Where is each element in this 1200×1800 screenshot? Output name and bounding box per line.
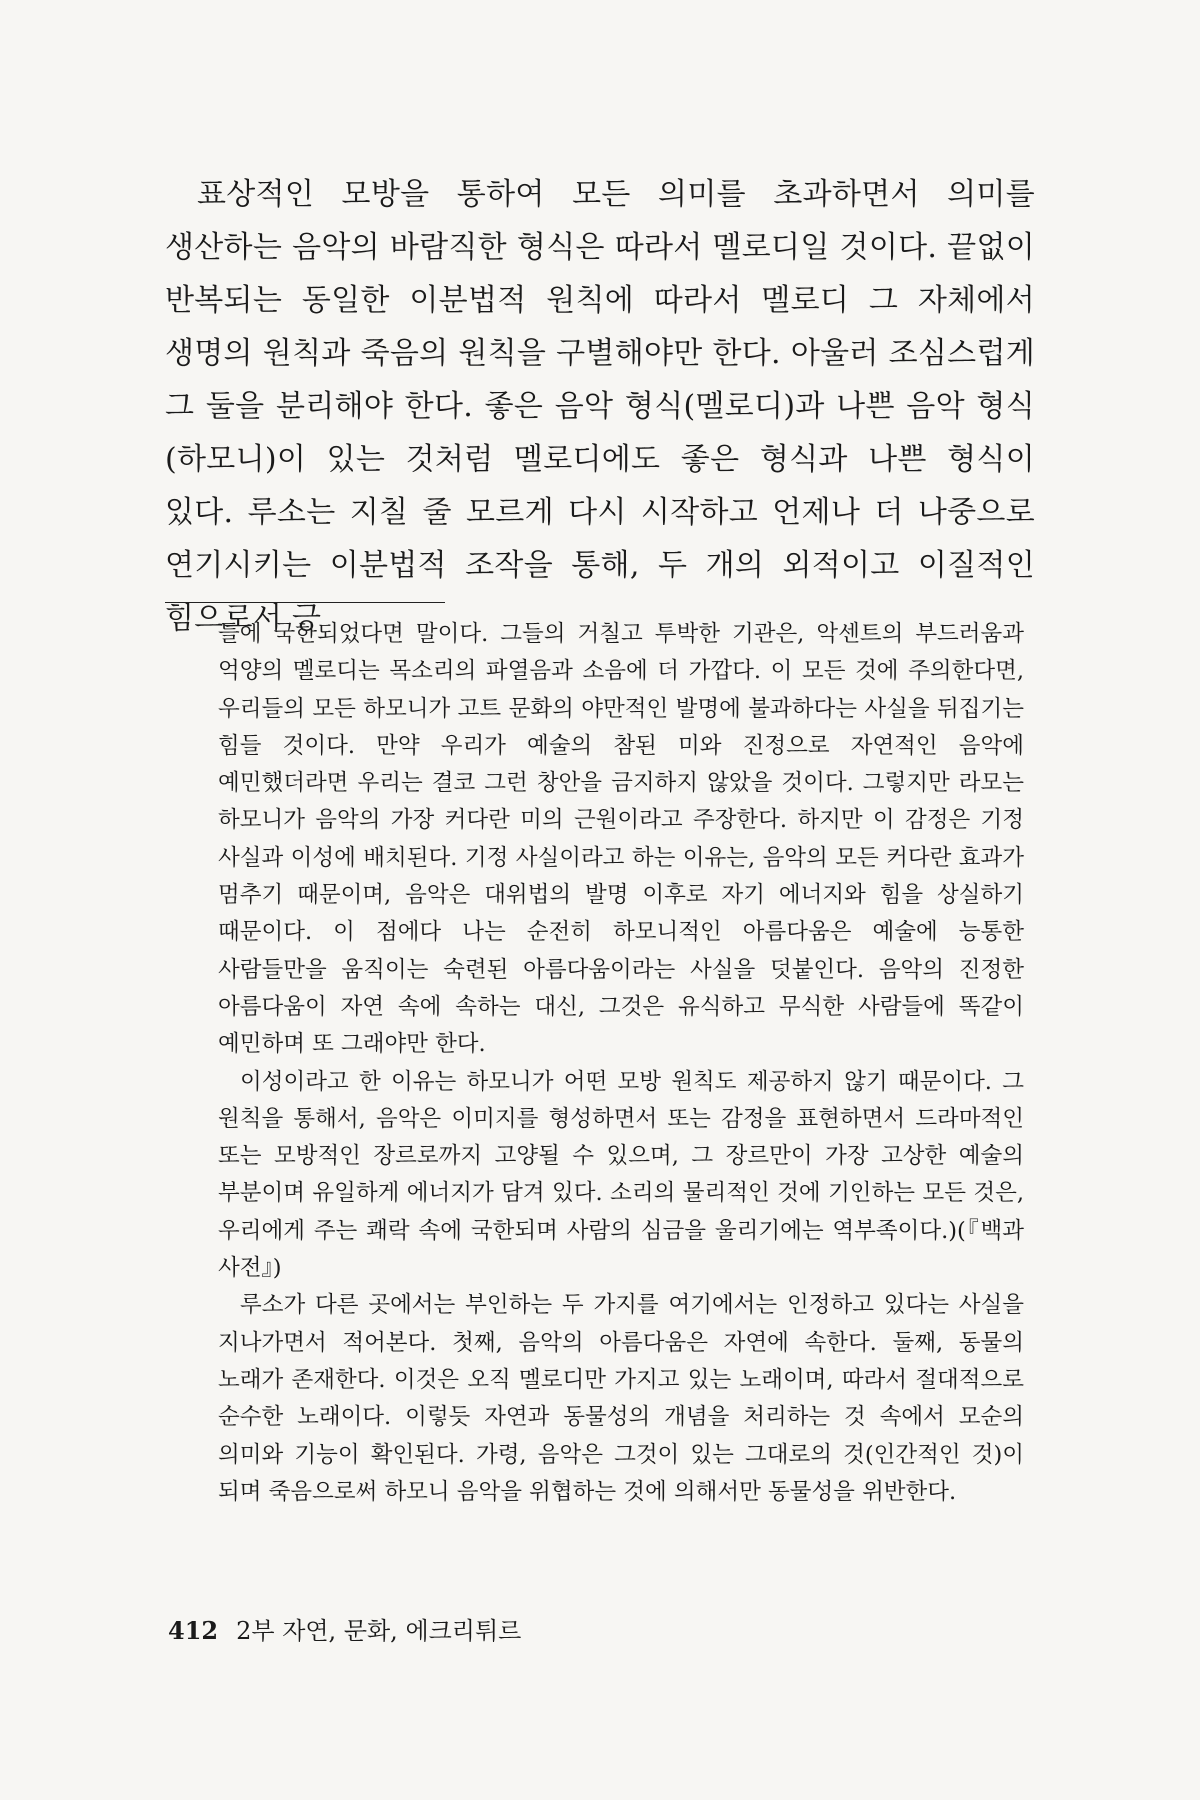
page-number: 412: [168, 1616, 219, 1645]
footnote-paragraph-3: 루소가 다른 곳에서는 부인하는 두 가지를 여기에서는 인정하고 있다는 사실을 지나가면서 적어본다. 첫째, 음악의 아름다움은 자연에 속한다. 둘째, 동물의 노래가 존재한다. 이것은 오직 멜로디만 가지고 있는 노래이며, 따라서 절대적으로 순수한 노래이다. 이렇듯 자연과 동물성의 개념을 처리하는 것 속에서 모순의 의미와 기능이 확인된다. 가령, 음악은 그것이 있는 그대로의 것(인간적인 것)이 되며 죽음으로써 하모니 음악을 위협하는 것에 의해서만 동물성을 위반한다.: [218, 1292, 1024, 1505]
footnote-paragraph-1: 들에 국한되었다면 말이다. 그들의 거칠고 투박한 기관은, 악센트의 부드러움과 억양의 멜로디는 목소리의 파열음과 소음에 더 가깝다. 이 모든 것에 주의한다면, 우리들의 모든 하모니가 고트 문화의 야만적인 발명에 불과하다는 사실을 뒤집기는 힘들 것이다. 만약 우리가 예술의 참된 미와 진정으로 자연적인 음악에 예민했더라면 우리는 결코 그런 창안을 금지하지 않았을 것이다. 그렇지만 라모는 하모니가 음악의 가장 커다란 미의 근원이라고 주장한다. 하지만 이 감정은 기정 사실과 이성에 배치된다. 기정 사실이라고 하는 이유는, 음악의 모든 커다란 효과가 멈추기 때문이며, 음악은 대위법의 발명 이후로 자기 에너지와 힘을 상실하기 때문이다. 이 점에다 나는 순전히 하모니적인 아름다움은 예술에 능통한 사람들만을 움직이는 숙련된 아름다움이라는 사실을 덧붙인다. 음악의 진정한 아름다움이 자연 속에 속하는 대신, 그것은 유식하고 무식한 사람들에 똑같이 예민하며 또 그래야만 한다.: [218, 621, 1024, 1058]
main-paragraph: 표상적인 모방을 통하여 모든 의미를 초과하면서 의미를 생산하는 음악의 바람직한 형식은 따라서 멜로디일 것이다. 끝없이 반복되는 동일한 이분법적 원칙에 따라서 멜로디 그 자체에서 생명의 원칙과 죽음의 원칙을 구별해야만 한다. 아울러 조심스럽게 그 둘을 분리해야 한다. 좋은 음악 형식(멜로디)과 나쁜 음악 형식(하모니)이 있는 것처럼 멜로디에도 좋은 형식과 나쁜 형식이 있다. 루소는 지칠 줄 모르게 다시 시작하고 언제나 더 나중으로 연기시키는 이분법적 조작을 통해, 두 개의 외적이고 이질적인 힘으로서 긍: [165, 177, 1035, 636]
running-title: 2부 자연, 문화, 에크리튀르: [236, 1617, 522, 1645]
footnotes: [218, 616, 1024, 1511]
page-footer: [168, 1616, 521, 1646]
footnote-divider: [165, 602, 445, 603]
footnote-paragraph-2: 이성이라고 한 이유는 하모니가 어떤 모방 원칙도 제공하지 않기 때문이다. 그 원칙을 통해서, 음악은 이미지를 형성하면서 또는 감정을 표현하면서 드라마적인 또는 모방적인 장르로까지 고양될 수 있으며, 그 장르만이 가장 고상한 예술의 부분이며 유일하게 에너지가 담겨 있다. 소리의 물리적인 것에 기인하는 모든 것은, 우리에게 주는 쾌락 속에 국한되며 사람의 심금을 울리기에는 역부족이다.)(『백과 사전』): [218, 1068, 1024, 1282]
